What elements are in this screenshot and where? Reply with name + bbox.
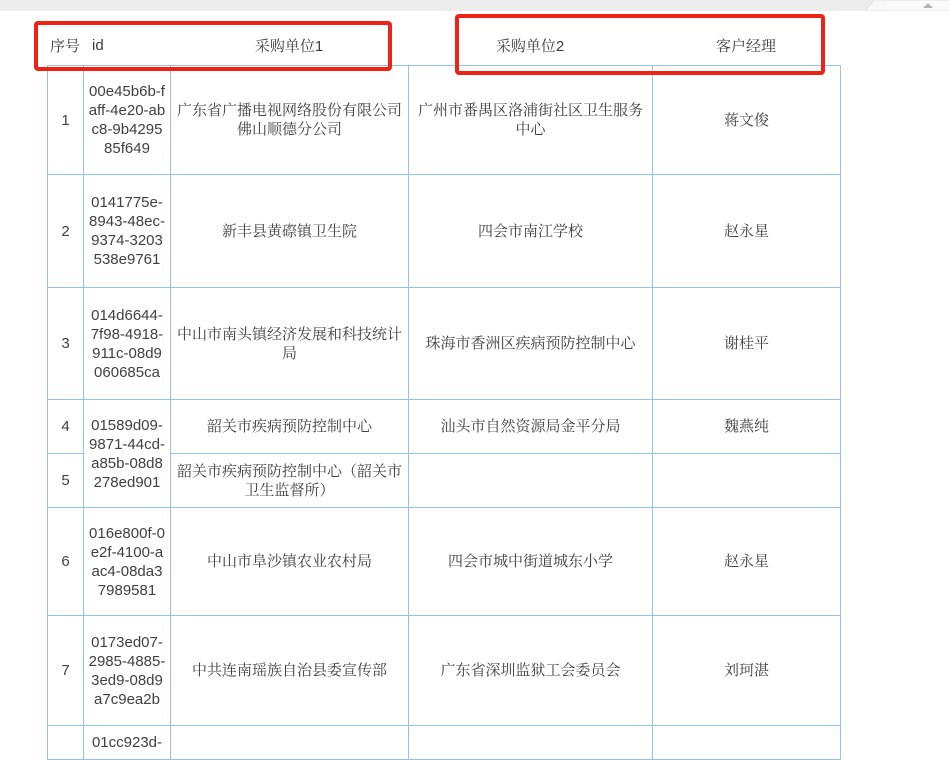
top-scrollbar-strip: [0, 0, 949, 11]
unit2-cell: 珠海市香洲区疾病预防控制中心: [409, 288, 653, 400]
table-body: [48, 66, 841, 760]
header-id: id: [92, 36, 104, 54]
unit2-cell: 广州市番禺区洛浦街社区卫生服务中心: [409, 66, 653, 175]
seq-cell: 7: [48, 616, 84, 726]
scrollbar-track[interactable]: [887, 1, 949, 10]
unit2-cell: [409, 454, 653, 508]
table-row: [48, 175, 841, 288]
unit1-cell: 韶关市疾病预防控制中心（韶关市卫生监督所）: [171, 454, 409, 508]
manager-cell: 刘珂湛: [653, 616, 841, 726]
id-cell: 0141775e-8943-48ec-9374-3203538e9761: [84, 175, 171, 288]
unit1-cell: 新丰县黄磜镇卫生院: [171, 175, 409, 288]
manager-cell: [653, 726, 841, 760]
unit1-cell: 广东省广播电视网络股份有限公司佛山顺德分公司: [171, 66, 409, 175]
table-row: [48, 616, 841, 726]
seq-cell: [48, 726, 84, 760]
seq-cell: 4: [48, 400, 84, 454]
id-cell: 01cc923d-: [84, 726, 171, 760]
unit1-cell: 中山市阜沙镇农业农村局: [171, 508, 409, 616]
table-row: [48, 66, 841, 175]
id-cell: 01589d09-9871-44cd-a85b-08d8278ed901: [84, 400, 171, 508]
manager-cell: 谢桂平: [653, 288, 841, 400]
id-cell: 00e45b6b-faff-4e20-abc8-9b429585f649: [84, 66, 171, 175]
manager-cell: [653, 454, 841, 508]
unit1-cell: 韶关市疾病预防控制中心: [171, 400, 409, 454]
seq-cell: 1: [48, 66, 84, 175]
header-seq: 序号: [49, 37, 80, 55]
table-row: [48, 400, 841, 454]
seq-cell: 5: [48, 454, 84, 508]
table-row: [48, 726, 841, 760]
unit1-cell: 中共连南瑶族自治县委宣传部: [171, 616, 409, 726]
id-cell: 0173ed07-2985-4885-3ed9-08d9a7c9ea2b: [84, 616, 171, 726]
manager-cell: 魏燕纯: [653, 400, 841, 454]
data-table: [47, 65, 841, 760]
seq-cell: 2: [48, 175, 84, 288]
table-header-row: [47, 25, 840, 65]
unit2-cell: 四会市南江学校: [409, 175, 653, 288]
unit1-cell: 中山市南头镇经济发展和科技统计局: [171, 288, 409, 400]
scroll-up-icon[interactable]: [923, 3, 933, 8]
header-manager: 客户经理: [715, 37, 776, 55]
id-cell: 014d6644-7f98-4918-911c-08d9060685ca: [84, 288, 171, 400]
unit2-cell: 汕头市自然资源局金平分局: [409, 400, 653, 454]
seq-cell: 6: [48, 508, 84, 616]
table-row: [48, 508, 841, 616]
id-cell: 016e800f-0e2f-4100-aac4-08da37989581: [84, 508, 171, 616]
seq-cell: 3: [48, 288, 84, 400]
manager-cell: 赵永星: [653, 508, 841, 616]
header-unit1: 采购单位1: [254, 37, 324, 55]
table-row: [48, 288, 841, 400]
unit1-cell: [171, 726, 409, 760]
unit2-cell: 四会市城中街道城东小学: [409, 508, 653, 616]
manager-cell: 蒋文俊: [653, 66, 841, 175]
header-unit2: 采购单位2: [495, 37, 565, 55]
unit2-cell: [409, 726, 653, 760]
unit2-cell: 广东省深圳监狱工会委员会: [409, 616, 653, 726]
manager-cell: 赵永星: [653, 175, 841, 288]
